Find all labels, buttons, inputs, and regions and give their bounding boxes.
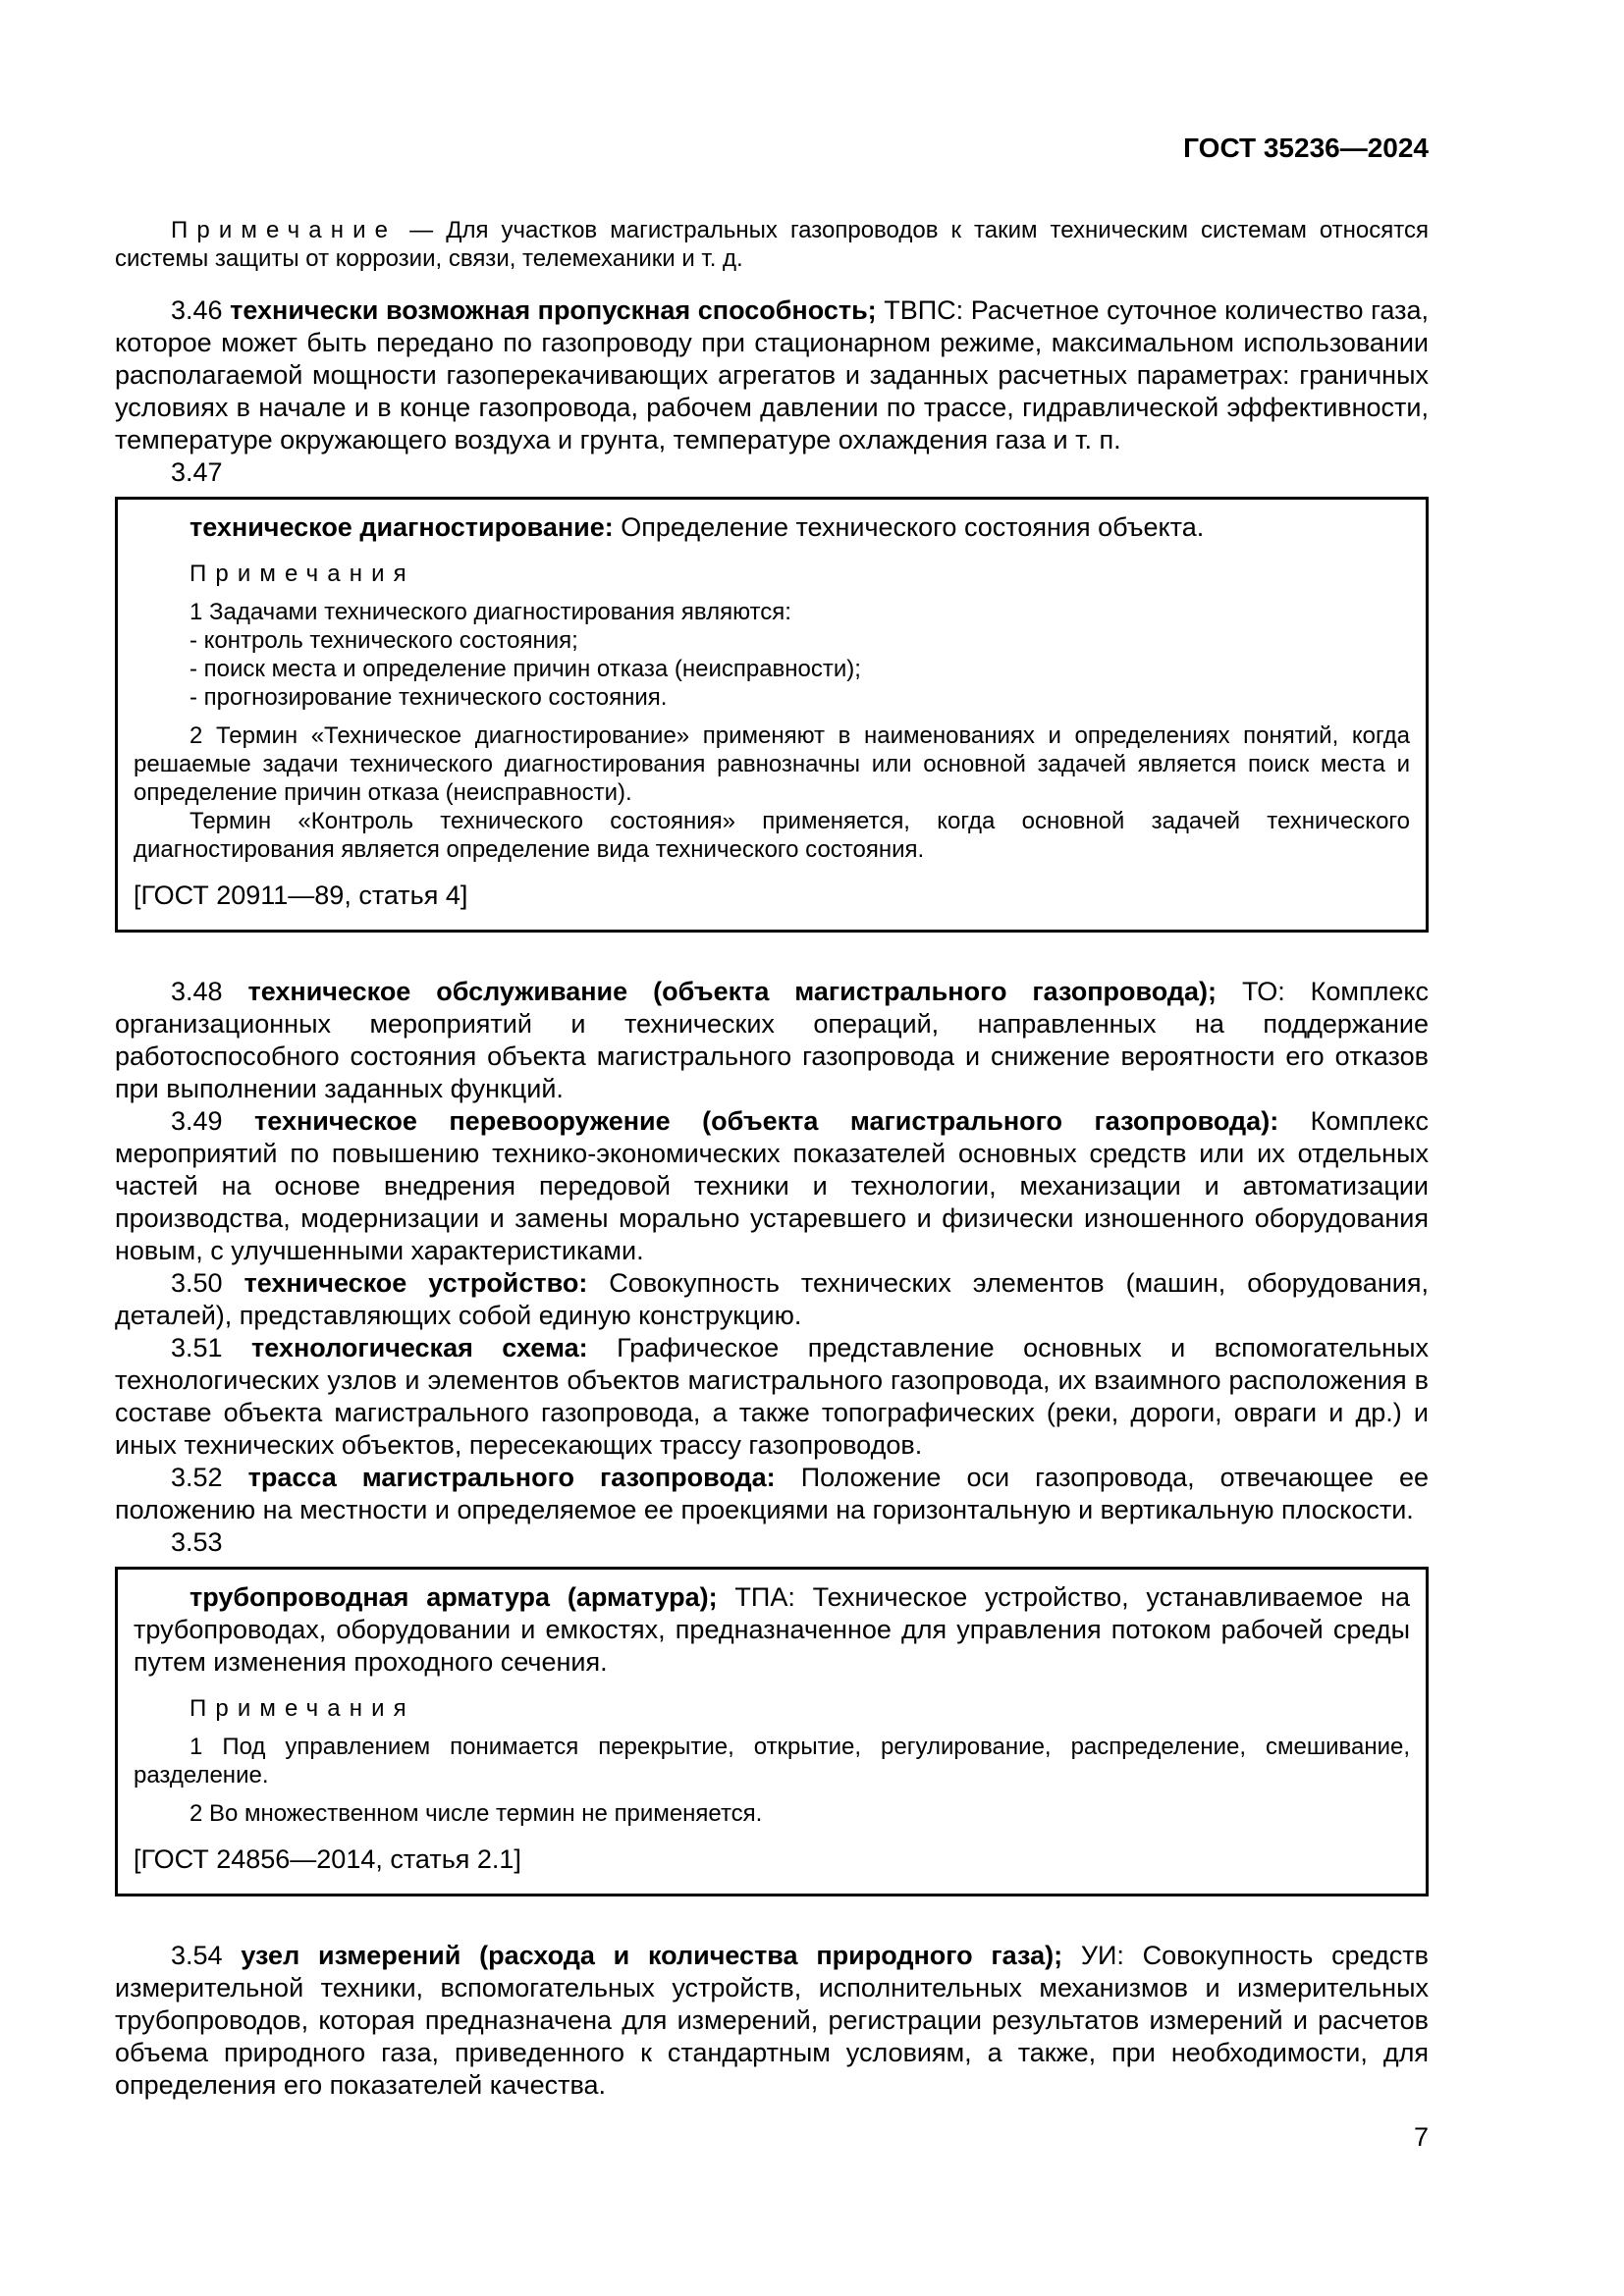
boxed-term-3-53 [115,1567,1429,1896]
term-name: трасса магистрального газопровода: [222,1463,776,1492]
term-definition: Положение оси газопровода, отвечающее ее положению на местности и определяемое ее проекциями на горизонтальную и вертикальную плоскости. [115,1463,1429,1524]
term-number-line-3-53: 3.53 [171,1527,223,1557]
term-name: узел измерений (расхода и количества природного газа); [222,1941,1063,1970]
term-paragraph-3-54 [115,1940,1429,2102]
term-name: трубопроводная арматура (арматура); [189,1582,718,1612]
box-term-line [134,1581,1410,1679]
term-paragraph-3-52 [115,1462,1429,1526]
page-header [115,132,1429,165]
term-definition: ТПА: Техническое устройство, устанавливаемое на трубопроводах, оборудовании и емкостях, предназначенное для управления потоком рабочей среды путем изменения проходного сечения. [134,1582,1410,1677]
note-line: 2 Термин «Техническое диагностирование» применяют в наименованиях и определениях понятий, когда решаемые задачи технического диагностирования равнозначны или основной задачей является поиск места и определение причин отказа (неисправности). [134,722,1410,806]
term-paragraph-3-48 [115,976,1429,1105]
term-name: техническое обслуживание (объекта магистрального газопровода); [222,977,1218,1006]
term-name: технологическая схема: [222,1333,588,1362]
term-definition: Графическое представление основных и вспомогательных технологических узлов и элементов объектов магистрального газопровода, их взаимного расположения в составе объекта магистрального газопровода, а также топографических (реки, дороги, овраги и др.) и иных технических объектов, пересекающих трассу газопроводов. [115,1333,1429,1460]
boxed-term-3-47 [115,497,1429,933]
term-number: 3.51 [171,1333,223,1362]
term-number: 3.50 [171,1268,223,1298]
term-name: технически возможная пропускная способность; [222,295,877,325]
term-number-line-3-47: 3.47 [171,457,223,487]
term-definition: Совокупность технических элементов (машин, оборудования, деталей), представляющих собой единую конструкцию. [115,1268,1429,1330]
notes-label: Примечания [189,561,415,587]
notes-heading [134,560,1410,588]
note-dash-item: - прогнозирование технического состояния. [189,684,668,711]
term-paragraph-3-50 [115,1267,1429,1332]
note-line: 2 Во множественном числе термин не применяется. [189,1800,763,1827]
page-number-container [115,2121,1429,2154]
document-content [115,0,1429,2154]
notes-label: Примечания [189,1695,415,1722]
term-definition: ТО: Комплекс организационных мероприятий и технических операций, направленных на поддержание работоспособного состояния объекта магистрального газопровода и снижение вероятности его отказов при выполнении заданных функций. [115,977,1430,1103]
source-reference: [ГОСТ 24856—2014, статья 2.1] [134,1844,521,1874]
note-dash-item: - контроль технического состояния; [189,627,578,654]
term-paragraph-3-51 [115,1332,1429,1462]
term-definition: Определение технического состояния объекта. [613,512,1205,542]
note-line: 1 Задачами технического диагностирования являются: [189,599,791,625]
term-number: 3.52 [171,1463,223,1492]
term-paragraph-3-46 [115,294,1429,456]
note-line: 1 Под управлением понимается перекрытие, открытие, регулирование, распределение, смешивание, разделение. [134,1734,1410,1789]
note-dash-item: - поиск места и определение причин отказа (неисправности); [189,656,861,682]
term-name: техническое диагностирование: [189,512,614,542]
term-paragraph-3-49 [115,1105,1429,1267]
note-continuation: Термин «Контроль технического состояния» применяется, когда основной задачей технического диагностирования является определение вида технического состояния. [134,808,1410,863]
note-label: Примечание [171,217,398,243]
notes-heading [134,1694,1410,1723]
term-name: техническое устройство: [222,1268,588,1298]
term-number: 3.49 [171,1106,223,1136]
term-name: техническое перевооружение (объекта магистрального газопровода): [222,1106,1279,1136]
standard-designation: ГОСТ 35236—2024 [1183,133,1429,163]
term-number: 3.46 [171,295,223,325]
term-number: 3.48 [171,977,223,1006]
term-definition: ТВПС: Расчетное суточное количество газа, которое может быть передано по газопроводу при стационарном режиме, максимальном использовании располагаемой мощности газоперекачивающих агрегатов и заданных расчетных параметрах: граничных условиях в начале и в конце газопровода, рабочем давлении по трассе, гидравлической эффективности, температуре окружающего воздуха и грунта, температуре охлаждения газа и т. п. [115,295,1429,454]
page-number: 7 [1413,2122,1429,2152]
box-term-line [134,511,1410,544]
note-text: — Для участков магистральных газопроводов к таким техническим системам относятся системы защиты от коррозии, связи, телемеханики и т. д. [115,217,1429,272]
term-definition: Комплекс мероприятий по повышению технико-экономических показателей основных средств или их отдельных частей на основе внедрения передовой техники и технологии, механизации и автоматизации производства, модернизации и замены морально устаревшего и физически изношенного оборудования новым, с улучшенными характеристиками. [115,1106,1429,1265]
term-definition: УИ: Совокупность средств измерительной техники, вспомогательных устройств, исполнительных механизмов и измерительных трубопроводов, которая предназначена для измерений, регистрации результатов измерений и расчетов объема природного газа, приведенного к стандартным условиям, а также, при необходимости, для определения его показателей качества. [115,1941,1430,2100]
term-number: 3.54 [171,1941,223,1970]
source-reference: [ГОСТ 20911—89, статья 4] [134,881,468,910]
intro-note [115,216,1429,273]
